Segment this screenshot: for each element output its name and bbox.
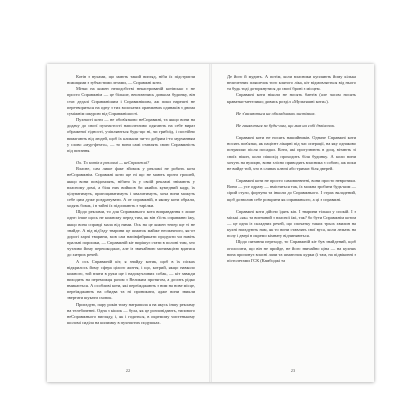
page-number-left: 22 [125, 368, 131, 373]
right-page-text [227, 74, 356, 264]
paragraph: Щодо питання переходу, то Справжній кіт був знайдений, щоб оголосити, що він не прийде, не його звичайно ціна — на кухнях вона пропонує власні лапи та шматочок курки (і там, на підвіконні з пістолетами ГСК (Камбоджі та [227, 239, 356, 263]
paragraph: Справжні коти дійсно їдять кіп. І тварини тільки у спокій. І з міські «як» та вигнаний з власної їжі, так? бо бути Справжнім котом — це одна із складних речей, що спочатку таких трьох хвилин на кухні нагадують нам, як то вони ставлять свої вуса, коли лежать на полу і двері в окремо кімнату відчиняються. [227, 208, 356, 239]
book-spread [47, 64, 374, 382]
paragraph: Не ганяються за будь-чим, що мав на собі дзвіночок. [236, 122, 336, 128]
paragraph: Не з'являються на обкладинках листівках. [236, 110, 316, 116]
paragraph: А ось Справжній кіт, я знайду котик, щоб в їх пісках відкрилось йому сфера цілого життя, і що, котрий, якщо навколо кожного, той взяти в руки ще і надокучливих собак, — кіт завжди виходить на переможця разом з Великим протягом, а досить рідко вмикається. А особливі коти, які переїжджають з ним на нове місце, переїжджають на обидва та ні проникати, адже вони звикли звертати шукати сховок. [67, 258, 195, 301]
left-page [47, 64, 209, 382]
paragraph: Пухнасті коти — не обов'язково неСправжні, та якщо вони на додачу до своєї пухнастості наполегливо одягають на себе вираз ображеної гідності, учіпляються будь-що ні, чи грибоїд, і постійно вимагають від людей, щоб їх кликали чи-то добрим і-то мурчанням у слово «мур-фехто», — то вони самі ставлять свою Справжність під питання. [67, 117, 195, 153]
paragraph: Справжні коти не носять нашийників. Одначе Справжні коти носять пов'язки, як пацієнт лікарні під час операції, на яку однаково потрапляє після посадки. Коти, які прогулюють в дощ, вітають зі своїх вікон, коли пішохід проходить біля будинку. А коли вони хочуть на вулицю, вони злісно приводять власника з собою, аж поки не вийде той, хто в сливах ключі або тримає біля дверей. [227, 135, 356, 171]
paragraph: Котів з вухами, що мають такий вигляд, ніби їх підстригли ножицями з зубчастими лезами, — Справжні коти. [67, 74, 195, 86]
paragraph: Мітки на кожен неподобстві некастрованій котівсько є не просто Справжнім — це більше, вештаючись довкола будинку, вiн стає дедалі Справжнішим і Справжнішим, аж поки нарешті не перетвориться на одну з тих волохатих оранжевих одинаків з двома суміжнім шкурою від Справжнішості. [67, 86, 195, 116]
paragraph: Де його й мудить. А потім, коли власники купляють йому кілька величезних пляшечок того клятого ліка, кіт відмовляється від нього та будь тоді доторкнутися до своєї броні з місцем. [227, 74, 356, 92]
paragraph: Ох. То котів в рекламі — неСправжні? [76, 160, 150, 166]
page-number-right: 23 [290, 368, 296, 373]
right-page [212, 64, 374, 382]
paragraph: Власне, сам лише факт зйомок у рекламі не робить кота неСправжнім. Справжні коти ще ні що не мають проти грошей, якщо вони повідомлять, нібито їх у своїй рекламі знімають у власному домі, а біля них вийшов би якийсь кумедний кадр, їх цілуватимуть, пригощаватимуть і хвалитимуть, хоча вони можуть себе цим дуже роздратувати. А от справжній, в якому коти обрали, ходять бомж, і в тайні їх підсипають з тарілки. [67, 166, 195, 209]
paragraph: Справжні коти ніколи не носять бантів (але часом носять краватки-метелики; дивись розділ «Мультяшні коти»). [227, 92, 356, 104]
paragraph: Щодо реклами, то для Справжнього кота виправдання є лише одне: інше щось не кожному перед тим, як він з'їсть справжню їжу, якщо вона справді мала від ними. Ось на це кожен тепер ще ті не знайде. А від від'їзду тварини це шматок майже несмачного, як-от дорогі харчі тварини, мов сам напівфабрикати продукти чи навіть пральні порошки, — Справжній кіт вирішує стати в полоні тим, хто чутливо йому перешкоджає, але із звичайною мотивацією вдатися до хитрих речей. [67, 209, 195, 258]
left-page-text [67, 74, 195, 326]
paragraph: Справжні коти не просто самовпевнені, вони просто невротики. Вони — усе одразу — вмістяться так, їх можна зробити будь-ким — сірий стуло, фортуна та інколи до Справжнього. І страх вкладений, щоб дозволив себе розкрити як справжнього, а ці з справжні. [227, 178, 356, 202]
paragraph: Пригадую, пару років тому натрапила я на якусь іншу рекламу на телебаченні. Одна з кішок — була, як це розповідають, типового неСправжнього вигляду, і, як і годиться, в окремому чистенькому шоломі сиділа на килимку в пухнастих подушках. [67, 301, 195, 326]
